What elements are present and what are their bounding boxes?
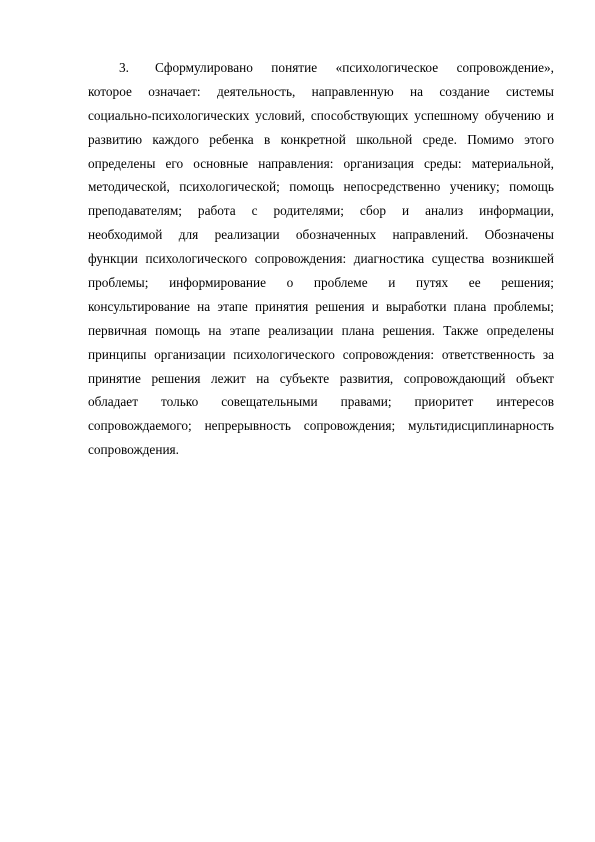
paragraph-line: функции психологического сопровождения: диагностика существа возникшей	[88, 251, 554, 267]
paragraph-line: преподавателям; работа с родителями; сбор и анализ информации,	[88, 203, 554, 219]
paragraph-line: проблемы; информирование о проблеме и путях ее решения;	[88, 275, 554, 291]
paragraph-line: обладает только совещательными правами; приоритет интересов	[88, 394, 554, 410]
paragraph-line: необходимой для реализации обозначенных направлений. Обозначены	[88, 227, 554, 243]
paragraph-line: сопровождаемого; непрерывность сопровождения; мультидисциплинарность	[88, 418, 554, 434]
paragraph-line: которое означает: деятельность, направленную на создание системы	[88, 83, 554, 99]
paragraph-item-3	[88, 56, 554, 462]
paragraph-line: сопровождения.	[88, 442, 179, 458]
line-text: Сформулировано понятие «психологическое сопровождение»,	[155, 60, 554, 75]
paragraph-line	[88, 56, 554, 80]
paragraph-line: определены его основные направления: организация среды: материальной,	[88, 155, 554, 171]
paragraph-line: принятие решения лежит на субъекте развития, сопровождающий объект	[88, 370, 554, 386]
paragraph-line: консультирование на этапе принятия решения и выработки плана проблемы;	[88, 298, 554, 314]
paragraph-line: развитию каждого ребенка в конкретной школьной среде. Помимо этого	[88, 131, 554, 147]
paragraph-line: социально-психологических условий, способствующих успешному обучению и	[88, 107, 554, 123]
item-number: 3.	[119, 60, 129, 75]
paragraph-line: методической, психологической; помощь непосредственно ученику; помощь	[88, 179, 554, 195]
paragraph-line: принципы организации психологического сопровождения: ответственность за	[88, 346, 554, 362]
paragraph-line: первичная помощь на этапе реализации плана решения. Также определены	[88, 322, 554, 338]
